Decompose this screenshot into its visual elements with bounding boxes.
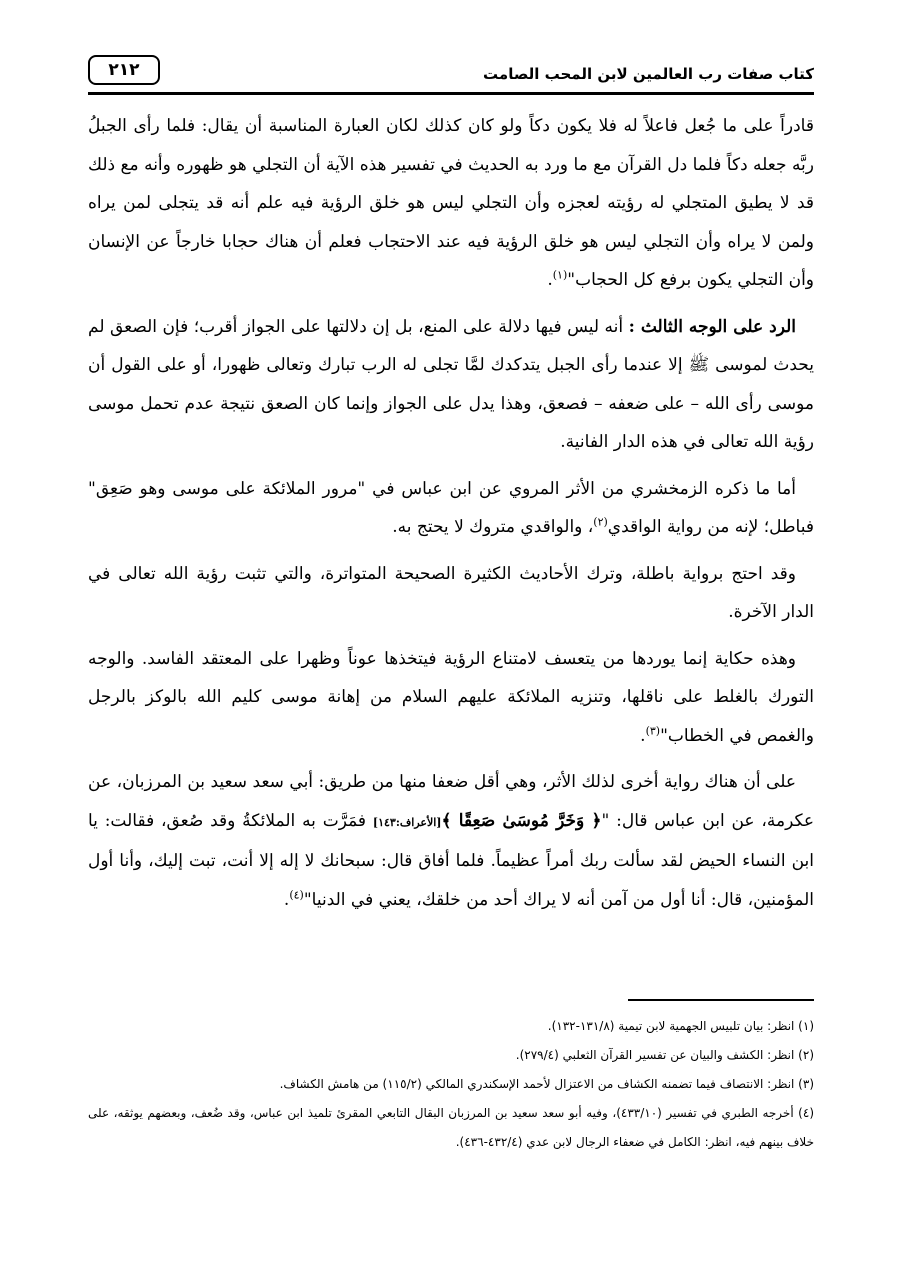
paragraph-3 xyxy=(88,470,814,547)
footnote-marker-1: (١) xyxy=(552,268,568,282)
paragraph-1-text: قادراً على ما جُعل فاعلاً له فلا يكون دكاً ولو كان كذلك لكان العبارة المناسبة أن يقال: فلما رأى الجبلُ ربَّه جعله دكاً فلما دل القرآن مع ما ورد به الحديث في تفسير هذه الآية أن التجلي هو ظهوره وأنه مع ذلك قد لا يطيق المتجلي له رؤيته لعجزه وأن التجلي ليس هو خلق الرؤية فيه علم أنه قد يتجلى لمن يراه ولمن لا يراه وأن التجلي ليس هو خلق الرؤية فيه عند الاحتجاب فعلم أن هناك حجابا خارجاً عن الإنسان وأن التجلي يكون برفع كل الحجاب" xyxy=(88,116,814,290)
footnote-4: (٤) أخرجه الطبري في تفسير (٤٣٣/١٠)، وفيه أبو سعد سعيد بن المرزبان البقال التابعي المقرئ تلميذ ابن عباس، وقد ضُعف، وبعضهم يوثقه، على خلاف بينهم فيه، انظر: الكامل في ضعفاء الرجال لابن عدي (٤٣٢/٤-٤٣٦). xyxy=(88,1106,814,1149)
page-header xyxy=(88,55,814,93)
header-divider xyxy=(88,92,814,95)
footnote-marker-2: (٢) xyxy=(593,515,608,529)
section-heading: الرد على الوجه الثالث : xyxy=(628,316,796,337)
paragraph-4: وقد احتج برواية باطلة، وترك الأحاديث الكثيرة الصحيحة المتواترة، والتي تثبت رؤية الله تعالى في الدار الآخرة. xyxy=(88,563,814,622)
footnote-2: (٢) انظر: الكشف والبيان عن تفسير القرآن الثعلبي (٢٧٩/٤). xyxy=(515,1048,814,1062)
paragraph-1 xyxy=(88,107,814,300)
paragraph-2 xyxy=(88,308,814,462)
paragraph-1-end: . xyxy=(547,270,553,290)
paragraph-5-text: وهذه حكاية إنما يوردها من يتعسف لامتناع الرؤية فيتخذها عوناً وظهرا على المعتقد الفاسد. والوجه التورك بالغلط على ناقلها، وتنزيه الملائكة عليهم السلام من إهانة موسى كليم الله بالوكز بالرجل والغمص في الخطاب" xyxy=(88,648,814,746)
paragraph-5-end: . xyxy=(640,725,646,746)
paragraph-3-end: ، والواقدي متروك لا يحتج به. xyxy=(392,517,594,537)
paragraph-5 xyxy=(88,640,814,756)
footnote-marker-4: (٤) xyxy=(289,887,304,901)
quran-verse: ﴿ وَخَرَّ مُوسَىٰ صَعِقًا ﴾ xyxy=(441,810,602,831)
paragraph-6 xyxy=(88,763,814,919)
paragraph-2-text: أنه ليس فيها دلالة على المنع، بل إن دلالتها على الجواز أقرب؛ فإن الصعق لم يحدث لموسى ﷺ إلا عندما رأى الجبل يتدكدك لمَّا تجلى له الرب تبارك وتعالى ظهورا، أو على القول أن موسى رأى الله – على ضعفه – فصعق، وهذا يدل على الجواز وإنما كان الصعق نتيجة عدم تحمل موسى رؤية الله تعالى في هذه الدار الفانية. xyxy=(88,316,814,452)
paragraph-3-text: أما ما ذكره الزمخشري من الأثر المروي عن ابن عباس في "مرور الملائكة على موسى وهو صَعِق" فباطل؛ لإنه من رواية الواقدي xyxy=(88,478,814,537)
footnote-divider xyxy=(628,999,814,1001)
book-title: كتاب صفات رب العالمين لابن المحب الصامت xyxy=(483,65,814,83)
footnote-marker-3: (٣) xyxy=(645,723,661,737)
paragraph-6-text-b: فمَرَّت به الملائكةُ وقد صُعق، فقالت: يا ابن النساء الحيض لقد سألت ربك أمراً عظيماً. فلما أفاق قال: سبحانك لا إله إلا أنت، تبت إليك، وأنا أول المؤمنين، قال: أنا أول من آمن أنه لا يراك أحد من خلقك، يعني في الدنيا" xyxy=(88,810,814,910)
paragraph-6-end: . xyxy=(283,889,290,910)
main-text xyxy=(88,107,814,927)
footnote-1: (١) انظر: بيان تلبيس الجهمية لابن تيمية (١٣١/٨-١٣٢). xyxy=(547,1019,814,1033)
page-number: ٢١٢ xyxy=(88,55,160,85)
footnote-3: (٣) انظر: الانتصاف فيما تضمنه الكشاف من الاعتزال لأحمد الإسكندري المالكي (١١٥/٢) من هامش الكشاف. xyxy=(279,1077,814,1091)
paragraph-6-text-a: على أن هناك رواية أخرى لذلك الأثر، وهي أقل ضعفا منها من طريق: أبي سعد سعيد بن المرزبان، عن عكرمة، عن ابن عباس قال: " xyxy=(88,772,814,831)
verse-reference: [الأعراف:١٤٣] xyxy=(372,815,442,829)
footnotes xyxy=(88,1012,814,1157)
